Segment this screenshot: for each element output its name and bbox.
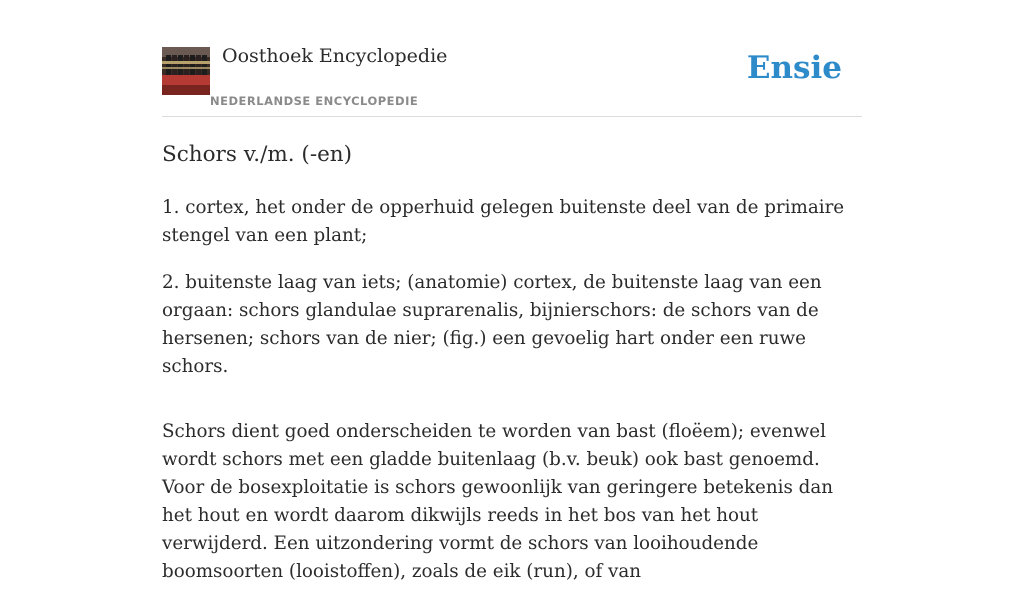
site-title[interactable]: Oosthoek Encyclopedie (222, 45, 448, 67)
entry-paragraph: 2. buitenste laag van iets; (anatomie) cortex, de buitenste laag van een orgaan: schors glandulae suprarenalis, bijnierschors: de schors van de hersenen; schors van de nier; (fig.) een gevoelig hart onder een ruwe schors. (162, 272, 822, 377)
entry-paragraph: 1. cortex, het onder de opperhuid gelegen buitenste deel van de primaire stengel van een plant; (162, 197, 845, 246)
brand-logo-link[interactable]: Ensie (746, 50, 842, 86)
entry-content (162, 140, 862, 605)
encyclopedia-books-icon[interactable] (162, 47, 210, 95)
entry-paragraph: Schors dient goed onderscheiden te worden van bast (floëem); evenwel wordt schors met een gladde buitenlaag (b.v. beuk) ook bast genoemd. Voor de bosexploitatie is schors gewoonlijk van geringere betekenis dan het hout en wordt daarom dikwijls reeds in het bos van het hout verwijderd. Een uitzondering vormt de schors van looihoudende boomsoorten (looistoffen), zoals de eik (run), of van (162, 421, 834, 582)
entry-title: Schors v./m. (-en) (162, 142, 353, 167)
site-subtitle: NEDERLANDSE ENCYCLOPEDIE (210, 94, 419, 108)
site-header (162, 0, 862, 117)
